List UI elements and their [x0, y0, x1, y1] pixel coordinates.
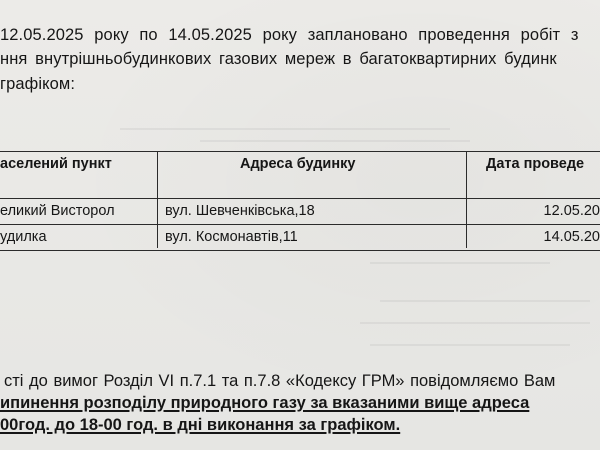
header-settlement: аселений пункт: [0, 156, 112, 172]
header-address: Адреса будинку: [240, 156, 356, 172]
header-date: Дата проведе: [486, 156, 585, 172]
table-header-row: [0, 151, 600, 199]
bleed-through-mark: [360, 322, 590, 324]
bleed-through-mark: [370, 344, 570, 346]
cell-settlement: еликий Висторол: [0, 203, 115, 219]
bleed-through-mark: [120, 128, 450, 130]
notice-line-1: сті до вимог Розділ VI п.7.1 та п.7.8 «Кодексу ГРМ» повідомляємо Вам: [4, 372, 556, 390]
cell-settlement: удилка: [0, 229, 47, 245]
bleed-through-mark: [370, 262, 550, 264]
table-column-divider: [466, 151, 467, 248]
cell-date: 14.05.20: [543, 229, 600, 245]
table-row: [0, 199, 600, 225]
cell-address: вул. Шевченківська,18: [165, 203, 315, 219]
intro-line-1: 12.05.2025 року по 14.05.2025 року заплановано проведення робіт з: [0, 26, 579, 44]
bleed-through-mark: [380, 300, 590, 302]
cell-address: вул. Космонавтів,11: [165, 229, 298, 245]
schedule-table: [0, 151, 600, 251]
table-row: [0, 225, 600, 251]
bleed-through-mark: [200, 140, 470, 142]
intro-line-3: графіком:: [0, 75, 76, 93]
notice-line-3: 00год. до 18-00 год. в дні виконання за графіком.: [0, 416, 401, 434]
notice-line-2: ипинення розподілу природного газу за вказаними вище адреса: [0, 394, 530, 412]
table-column-divider: [157, 151, 158, 248]
cell-date: 12.05.20: [543, 203, 600, 219]
intro-line-2: ння внутрішньобудинкових газових мереж в багатоквартирних будинк: [0, 50, 557, 68]
